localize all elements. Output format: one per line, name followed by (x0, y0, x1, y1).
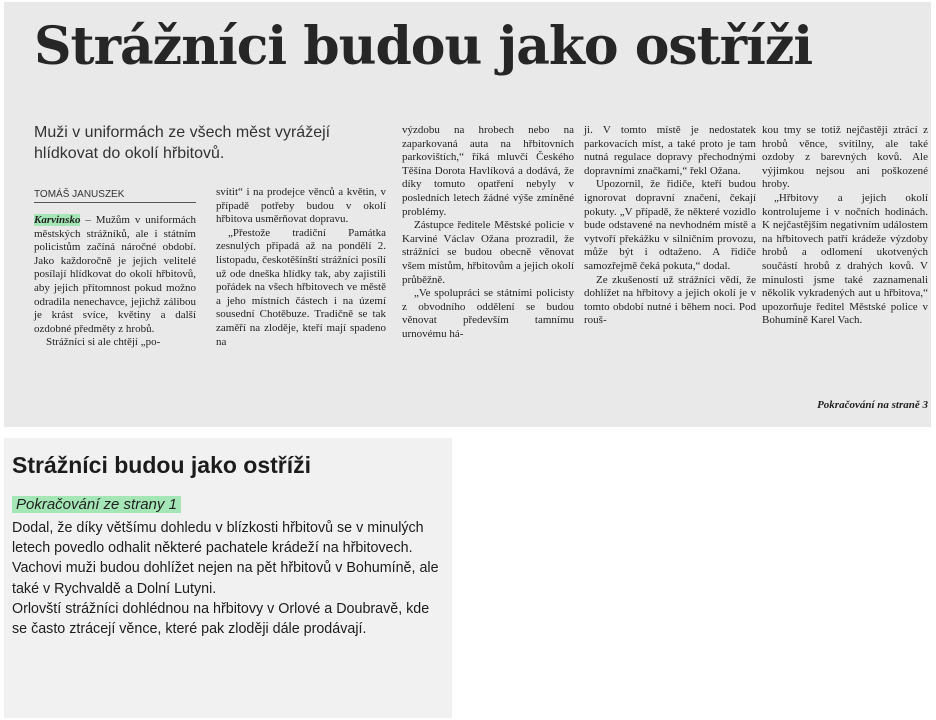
continuation-body (12, 518, 448, 639)
paragraph: výzdobu na hrobech nebo na zaparkovaná auta na hřbitovních parkovištích,“ říká mluvčí Českého Těšína Dorota Havlíková a dodává, že díky tomuto opatření nebyly v posledních letech žádné výše zmíněné problémy. (402, 124, 574, 218)
paragraph: „Ve spolupráci se státními policisty z obvodního oddělení se budou věnovat především tamnímu urnovému há- (402, 287, 574, 340)
paragraph: Strážníci si ale chtějí „po- (46, 336, 161, 349)
newspaper-clipping-main (4, 2, 931, 427)
article-column-1 (34, 214, 196, 350)
continued-note: Pokračování na straně 3 (817, 399, 928, 411)
paragraph: ji. V tomto místě je nedostatek parkovacích míst, a také proto je tam nutná regulace dopravy přechodnými dopravními značkami,“ řekl Ožana. (584, 124, 756, 177)
continuation-headline: Strážníci budou jako ostříži (12, 452, 312, 478)
subheadline: Muži v uniformách ze všech měst vyrážejí hlídkovat do okolí hřbitovů. (34, 124, 331, 162)
paragraph: „Hřbitovy a jejich okolí kontrolujeme i v nočních hodinách. K nejčastějším negativním událostem na hřbitovech patří krádeže výzdoby hrobů a odlomení ukotvených součástí hrobů z drahých kovů. V minulosti jsme také zaznamenali několik vykradených aut u hřbitova,“ upozorňuje ředitel Městské police v Bohumíně Karel Vach. (762, 191, 928, 327)
paragraph: „Přestože tradiční Památka zesnulých připadá až na pondělí 2. listopadu, českotěšínští strážníci posílí už ode dneška hlídky tak, aby zajistili pořádek na všech hřbitovech ve městě a jeho místních částech i na území sousední Chotěbuze. Tradičně se tak zaměří na zloděje, kteří mají spadeno na (216, 226, 386, 348)
location-tag: Karvinsko (34, 214, 81, 226)
continued-from-label: Pokračování ze strany 1 (12, 496, 181, 513)
paragraph: Dodal, že díky většímu dohledu v blízkosti hřbitovů se v minulých letech povedlo odhalit některé pachatele krádeží na hřbitovech. Vachovi muži budou dohlížet nejen na pět hřbitovů v Bohumíně, ale také v Rychvaldě a Dolní Lutyni. (12, 520, 439, 597)
paragraph: Ze zkušeností už strážníci vědí, že dohlížet na hřbitovy a jejich okolí je v tomto období nutné i během noci. Pod rouš- (584, 273, 756, 327)
article-column-4 (584, 124, 756, 328)
paragraph: Upozornil, že řidiče, kteří budou ignorovat dopravní značení, čekají pokuty. „V případě, že některé vozidlo bude odstavené na nevhodném místě a vytvoří překážku v silničním provozu, může být i odtaženo. A řidiče samozřejmě čeká pokuta,“ dodal. (584, 178, 756, 272)
article-column-5 (762, 124, 928, 328)
headline: Strážníci budou jako ostříži (34, 16, 813, 77)
paragraph: kou tmy se totiž nejčastěji ztrácí z hrobů věnce, svítilny, ale také ozdoby z barevných kovů. Ale výjimkou nejsou ani poškozené hroby. (762, 124, 928, 191)
article-column-2 (216, 186, 386, 349)
paragraph: svítit“ i na prodejce věnců a květin, v případě potřeby budou v okolí hřbitova usměrňovat dopravu. (216, 186, 386, 226)
paragraph: Karvinsko – Mužům v uniformách městských strážníků, ale i státním policistům začíná náročné období. Jako každoročně je jejich velitelé posílají hlídkovat do okolí hřbitovů, aby jejich přítomnost pokud možno odradila nenechavce, jejichž zálibou je krást svíce, květiny a další ozdobné předměty z hrobů. (34, 214, 196, 335)
paragraph: Zástupce ředitele Městské policie v Karviné Václav Ožana prozradil, že strážníci se budou obecně věnovat všem místům, hřbitovům a jejich okolí průběžně. (402, 219, 574, 286)
paragraph: Orlovští strážníci dohlédnou na hřbitovy v Orlové a Doubravě, kde se často ztrácejí věnce, které pak zloději dále prodávají. (12, 600, 430, 638)
article-column-3 (402, 124, 574, 342)
newspaper-clipping-continuation (4, 438, 452, 718)
byline: TOMÁŠ JANUSZEK (34, 189, 196, 203)
